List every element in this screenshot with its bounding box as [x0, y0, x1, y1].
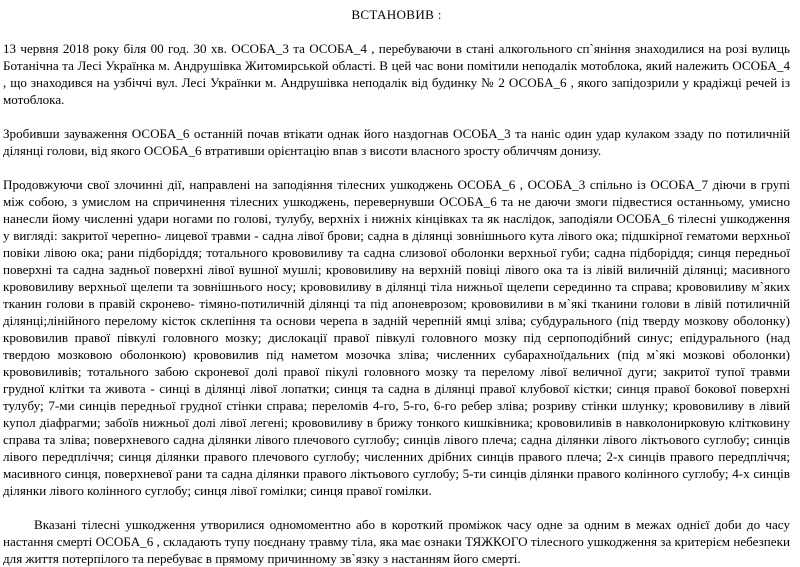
section-heading: ВСТАНОВИВ : [351, 7, 442, 22]
paragraph-1: 13 червня 2018 року біля 00 год. 30 хв. ОСОБА_3 та ОСОБА_4 , перебуваючи в стані алкогольного сп`яніння знаходилися на розі вулиць Ботанічна та Лесі Українка м. Андрушівка Житомирськой області. В цей час вони помітили неподалік мотоблока, який належить ОСОБА_4 , що знаходився на узбіччі вул. Лесі Українки м. Андрушівка неподалік від будинку № 2 ОСОБА_6 , якого запідозрили у крадіжці речей із мотоблока. [3, 41, 790, 107]
paragraph-2: Зробивши зауваження ОСОБА_6 останній почав втікати однак його наздогнав ОСОБА_3 та наніс один удар кулаком ззаду по потиличній ділянці голови, від якого ОСОБА_6 втративши орієнтацію впав з висоти власного зросту обличчям донизу. [3, 126, 790, 158]
paragraph-spacer [3, 108, 790, 125]
paragraph-spacer [3, 499, 790, 516]
paragraph-spacer [3, 159, 790, 176]
document-body [3, 6, 790, 567]
paragraph-4: Вказані тілесні ушкодження утворилися одномоментно або в короткий проміжок часу одне за одним в межах однієї доби до часу настання смерті ОСОБА_6 , складають тупу поєднану травму тіла, яка має ознаки ТЯЖКОГО тілесного ушкодження за критерієм небезпеки для життя потерпілого та перебуває в прямому причинному зв`язку з настанням його смерті. [3, 517, 790, 566]
paragraph-3: Продовжуючи свої злочинні дії, направлені на заподіяння тілесних ушкоджень ОСОБА_6 , ОСОБА_3 спільно із ОСОБА_7 діючи в групі між собою, з умислом на спричинення тілесних ушкоджень, перевернувши ОСОБА_6 та не даючи змоги підвестися останньому, умисно нанесли йому численні удари ногами по голові, тулубу, верхніх і нижніх кінцівках та як наслідок, заподіяли ОСОБА_6 тілесні ушкодження у вигляді: закритої черепно- лицевої травми - садна лівої брови; садна в ділянці зовнішнього кута лівого ока; підшкірної гематоми верхньої повіки лівою ока; рани підборіддя; тотального крововиливу та садна слизової оболонки верхньої губи; садна підборіддя; синця передньої поверхні та садна задньої поверхні лівої вушної мушлі; крововиливу на верхній повіці лівого ока та із лівій виличній ділянці; масивного крововиливу верхньої щелепи та зовнішнього носу; крововиливу в ділянці тіла нижньої щелепи серединно та справа; крововиливу м`яких тканин голови в правій скронево- тімяно-потиличній ділянці та під апоневрозом; крововиливи в м`які тканини голови в лівій потиличній ділянці;лінійного перелому кісток склепіння та основи черепа в задній черепній ямці зліва; субдурального (під тверду мозкову оболонку) крововилив правої півкулі головного мозку; дислокації правої півкулі головного мозку під серпоподібний синус; епідурального (над твердою мозковою оболонкою) крововилив під наметом мозочка зліва; численних субарахноїдальних (під м`які мозкові оболонки) крововиливів; тотального забою скроневої долі правої пікулі головного мозку та перелому лівої величної дуги; закритої тупої травми грудної клітки та живота - синці в ділянці лівої лопатки; синця та садна в ділянці правої клубової кістки; синця правої бокової поверхні тулубу; 7-ми синців передньої грудної стінки справа; переломів 4-го, 5-го, 6-го ребер зліва; розриву стінки шлунку; крововиливу в лівий купол діафрагми; забоїв нижньої долі лівої легені; крововиливу в брижу тонкого кишківника; крововиливів в навколонирковую клітковину справа та зліва; поверхневого садна ділянки лівого плечового суглобу; синців лівого плеча; садна ділянки лівого ліктьового суглобу; синців лівого передпліччя; синця ділянки правого плечового суглобу; численних дрібних синців правого плеча; 2-х синців правого передпліччя; масивного синця, поверхневої рани та садна ділянки правого ліктьового суглобу; 5-ти синців ділянки правого колінного суглобу; 4-х синців ділянки лівого колінного суглобу; синця лівої гомілки; синця правої гомілки. [3, 177, 790, 498]
